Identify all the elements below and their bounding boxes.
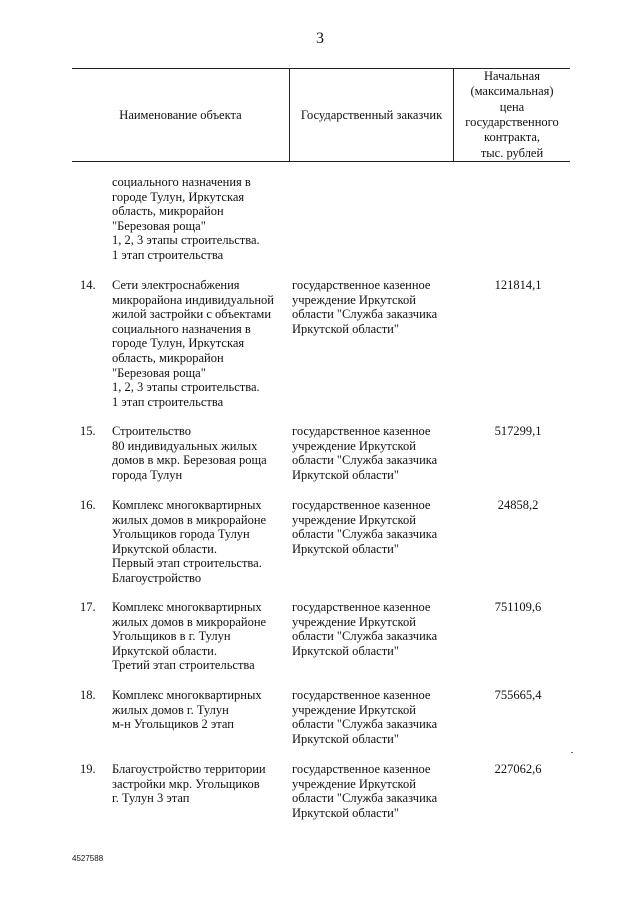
row-customer: государственное казенное учреждение Иркутской области "Служба заказчика Иркутской области" [292,424,438,482]
row-price: 517299,1 [494,424,542,438]
row-price: 24858,2 [497,498,539,512]
row-customer: государственное казенное учреждение Иркутской области "Служба заказчика Иркутской области" [292,498,438,556]
document-code: 4527588 [72,854,104,863]
row-number: 15. [80,424,96,438]
row-customer: государственное казенное учреждение Иркутской области "Служба заказчика Иркутской области" [292,278,438,336]
page-number: 3 [316,30,324,47]
row-customer: государственное казенное учреждение Иркутской области "Служба заказчика Иркутской области" [292,688,438,746]
row-object-name: Комплекс многоквартирных жилых домов г. Тулун м-н Угольщиков 2 этап [112,688,262,732]
row-number: 18. [80,688,96,702]
row-object-name: Благоустройство территории застройки мкр. Угольщиков г. Тулун 3 этап [112,762,266,806]
row-price: 755665,4 [494,688,542,702]
row-customer: государственное казенное учреждение Иркутской области "Служба заказчика Иркутской области" [292,600,438,658]
header-price: Начальная (максимальная) цена государственного контракта, тыс. рублей [465,68,559,160]
row-object-name: Сети электроснабжения микрорайона индивидуальной жилой застройки с объектами социального назначения в городе Тулун, Иркутская область, микрорайон "Березовая роща" 1, 2, 3 этапы строительства. 1 этап строительства [112,278,274,409]
header-customer: Государственный заказчик [300,107,443,122]
row-number: 19. [80,762,96,776]
row-object-name: Комплекс многоквартирных жилых домов в микрорайоне Угольщиков в г. Тулун Иркутской области. Третий этап строительства [112,600,267,673]
row-number: 16. [80,498,96,512]
row-customer: государственное казенное учреждение Иркутской области "Служба заказчика Иркутской области" [292,762,438,820]
row-price: 121814,1 [494,278,542,292]
row-price: 227062,6 [494,762,542,776]
row-number: 17. [80,600,96,614]
scan-speck [571,752,573,753]
row-object-name: Комплекс многоквартирных жилых домов в микрорайоне Угольщиков города Тулун Иркутской области. Первый этап строительства. Благоустройство [112,498,267,585]
table-header [72,68,570,162]
row-number: 14. [80,278,96,292]
row-price: 751109,6 [494,600,542,614]
row-object-name: Строительство 80 индивидуальных жилых домов в мкр. Березовая роща города Тулун [112,424,267,482]
continuation-text: социального назначения в городе Тулун, Иркутская область, микрорайон "Березовая роща" 1, 2, 3 этапы строительства. 1 этап строительства [112,175,260,262]
header-object-name: Наименование объекта [119,107,242,122]
